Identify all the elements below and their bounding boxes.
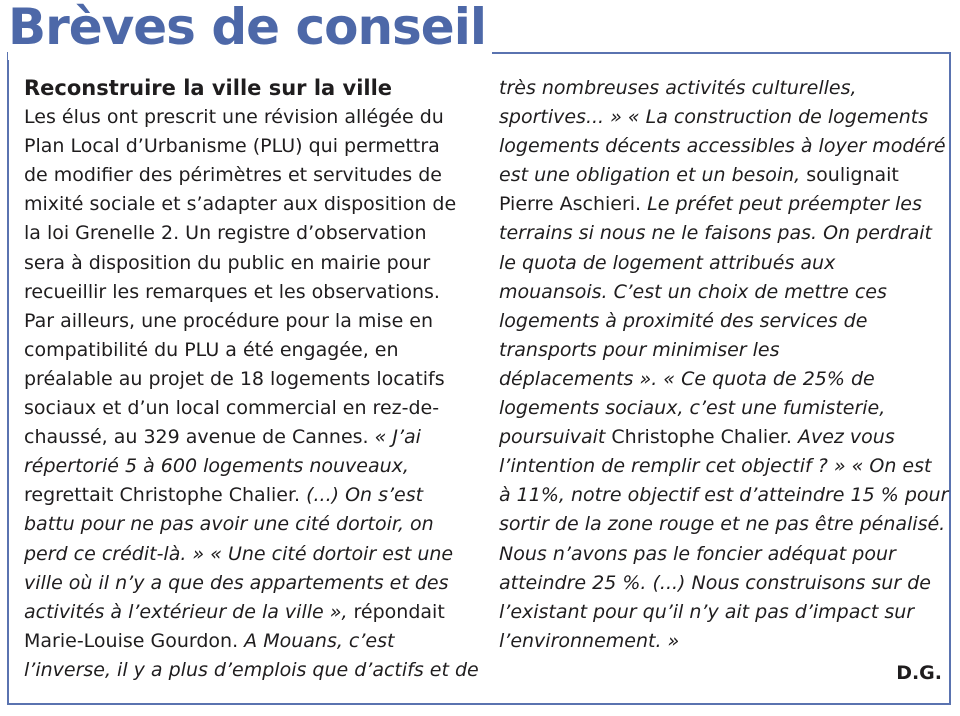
- text-line: [499, 569, 945, 598]
- text-segment: est une obligation et un besoin,: [499, 164, 801, 187]
- text-line: [499, 598, 945, 627]
- text-line: [24, 219, 484, 248]
- text-line: [24, 598, 484, 627]
- text-segment: déplacements ». « Ce quota de 25% de: [499, 367, 875, 390]
- text-line: [499, 394, 945, 423]
- text-segment: sociaux et d’un local commercial en rez-de-: [24, 397, 440, 420]
- text-line: [24, 249, 484, 278]
- text-segment: regrettait Christophe Chalier.: [24, 484, 307, 507]
- text-line: [24, 452, 484, 481]
- text-line: [499, 219, 945, 248]
- text-segment: préalable au projet de 18 logements locatifs: [24, 367, 445, 390]
- text-line: [24, 540, 484, 569]
- text-line: [24, 103, 484, 132]
- section-heading: Brèves de conseil: [8, 0, 492, 60]
- text-line: [499, 132, 945, 161]
- article-subtitle: Reconstruire la ville sur la ville: [24, 76, 393, 100]
- text-segment: (...) On s’est: [306, 484, 424, 507]
- text-segment: battu pour ne pas avoir une cité dortoir, on: [24, 513, 434, 536]
- text-segment: sportives... » « La construction de logements: [499, 106, 929, 129]
- text-line: [24, 423, 484, 452]
- column-right-body: [499, 74, 949, 656]
- text-line: [499, 278, 945, 307]
- text-segment: Pierre Aschieri.: [499, 193, 648, 216]
- text-segment: terrains si nous ne le faisons pas. On perdrait: [499, 222, 932, 245]
- text-line: [24, 481, 484, 510]
- text-segment: logements à proximité des services de: [499, 309, 868, 332]
- text-line: [499, 540, 945, 569]
- text-segment: atteindre 25 %. (...) Nous construisons sur de: [499, 571, 931, 594]
- text-segment: « J’ai: [374, 426, 421, 449]
- text-line: [499, 307, 945, 336]
- text-line: [499, 423, 945, 452]
- text-segment: Christophe Chalier.: [605, 426, 798, 449]
- text-line: [499, 452, 945, 481]
- text-segment: répondait: [347, 600, 445, 623]
- text-segment: l’environnement. »: [499, 629, 680, 652]
- text-line: [24, 394, 484, 423]
- text-segment: sortir de la zone rouge et ne pas être pénalisé.: [499, 513, 946, 536]
- text-line: [24, 190, 484, 219]
- text-line: [24, 365, 484, 394]
- text-line: [24, 132, 484, 161]
- text-segment: ville où il n’y a que des appartements et des: [24, 571, 449, 594]
- text-line: [499, 510, 945, 539]
- text-line: [499, 336, 945, 365]
- text-segment: répertorié 5 à 600 logements nouveaux,: [24, 455, 409, 478]
- text-segment: mouansois. C’est un choix de mettre ces: [499, 280, 887, 303]
- text-segment: transports pour minimiser les: [499, 338, 780, 361]
- text-line: [499, 74, 945, 103]
- text-line: [499, 161, 945, 190]
- text-line: [499, 103, 945, 132]
- text-segment: Les élus ont prescrit une révision allégée du: [24, 106, 444, 129]
- column-left-body: [24, 103, 484, 685]
- text-segment: logements décents accessibles à loyer modéré: [499, 135, 946, 158]
- text-segment: compatibilité du PLU a été engagée, en: [24, 338, 399, 361]
- text-segment: Nous n’avons pas le foncier adéquat pour: [499, 542, 896, 565]
- text-segment: Plan Local d’Urbanisme (PLU) qui permettra: [24, 135, 440, 158]
- text-line: [499, 249, 945, 278]
- article-column-left: [24, 74, 484, 685]
- text-segment: recueillir les remarques et les observations.: [24, 280, 440, 303]
- text-line: [499, 190, 945, 219]
- text-line: [24, 161, 484, 190]
- text-line: [24, 510, 484, 539]
- text-segment: mixité sociale et s’adapter aux disposition de: [24, 193, 457, 216]
- text-segment: très nombreuses activités culturelles,: [499, 77, 857, 99]
- text-segment: Par ailleurs, une procédure pour la mise en: [24, 309, 434, 332]
- text-segment: Le préfet peut préempter les: [647, 193, 922, 216]
- text-line: [24, 627, 484, 656]
- text-line: [24, 278, 484, 307]
- text-segment: Avez vous: [797, 426, 895, 449]
- text-segment: sera à disposition du public en mairie pour: [24, 251, 431, 274]
- text-segment: à 11%, notre objectif est d’atteindre 15 % pour: [499, 484, 949, 507]
- text-line: [499, 481, 949, 510]
- text-segment: Marie-Louise Gourdon.: [24, 629, 245, 652]
- text-segment: soulignait: [800, 164, 899, 187]
- text-line: [499, 365, 945, 394]
- text-segment: de modifier des périmètres et servitudes de: [24, 164, 442, 187]
- text-segment: l’intention de remplir cet objectif ? » « On est: [499, 455, 932, 478]
- text-segment: activités à l’extérieur de la ville »,: [24, 600, 348, 623]
- text-segment: l’inverse, il y a plus d’emplois que d’actifs et de: [24, 658, 479, 681]
- article-column-right: [499, 74, 949, 656]
- text-line: [24, 307, 484, 336]
- text-line: [24, 336, 484, 365]
- text-line: [24, 656, 484, 685]
- text-segment: le quota de logement attribués aux: [499, 251, 836, 274]
- author-signature: D.G.: [896, 662, 942, 684]
- text-segment: A Mouans, c’est: [244, 629, 395, 652]
- text-line: [499, 627, 945, 656]
- text-segment: la loi Grenelle 2. Un registre d’observation: [24, 222, 427, 245]
- text-segment: logements sociaux, c’est une fumisterie,: [499, 397, 886, 420]
- text-segment: perd ce crédit-là. » « Une cité dortoir est une: [24, 542, 454, 565]
- text-line: [24, 569, 484, 598]
- text-segment: l’existant pour qu’il n’y ait pas d’impact sur: [499, 600, 915, 623]
- text-segment: poursuivait: [499, 426, 606, 449]
- text-segment: chaussé, au 329 avenue de Cannes.: [24, 426, 375, 449]
